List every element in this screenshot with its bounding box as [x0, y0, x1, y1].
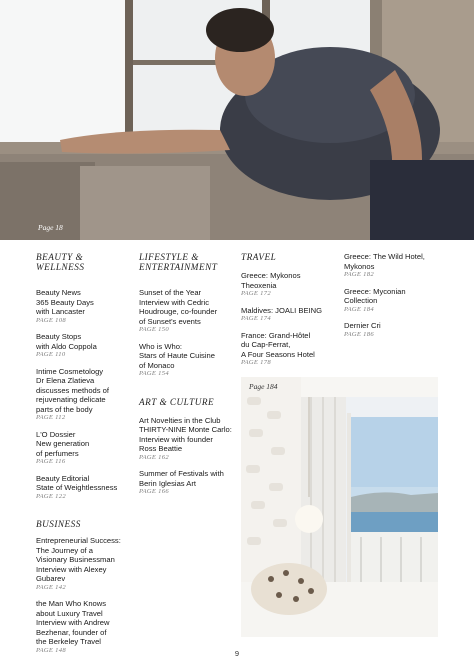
toc-entry-title: Greece: The Wild Hotel, Mykonos	[344, 252, 425, 271]
toc-entry-page: PAGE 108	[36, 316, 66, 324]
toc-entry-title: Sunset of the Year Interview with Cedric Houdrouge, co-founder of Sunset's events	[139, 288, 218, 326]
toc-entry-page: PAGE 112	[36, 414, 66, 421]
toc-entry-page: PAGE 122	[36, 492, 66, 500]
toc-entry-page: PAGE 186	[344, 330, 374, 338]
toc-entry[interactable]	[36, 536, 128, 592]
toc-entry-title: Summer of Festivals with Berin Iglesias Art	[139, 469, 224, 488]
toc-entry[interactable]	[241, 271, 337, 299]
toc-entry[interactable]	[344, 321, 444, 339]
toc-entry[interactable]	[241, 331, 337, 368]
toc-entry-title: Beauty News 365 Beauty Days with Lancaster	[36, 288, 94, 316]
toc-entry-title: Art Novelties in the Club THIRTY-NINE Monte Carlo: Interview with founder Ross Beattie	[139, 415, 232, 453]
toc-entry-title: Intime Cosmetology Dr Elena Zlatieva discusses methods of rejuvenating delicate parts of the body	[36, 366, 110, 414]
toc-entry-page: PAGE 150	[139, 326, 169, 333]
section-heading-business: BUSINESS	[36, 519, 81, 529]
toc-entry-page: PAGE 110	[36, 351, 66, 358]
toc-entry[interactable]	[36, 332, 128, 360]
section-heading-art-culture: ART & CULTURE	[139, 396, 215, 407]
toc-entry-title: the Man Who Knows about Luxury Travel Interview with Andrew Bezhenar, founder of the Berkeley Travel	[36, 599, 110, 646]
toc-entry[interactable]	[344, 252, 444, 280]
toc-entry[interactable]	[344, 287, 444, 315]
toc-entry-title: France: Grand-Hôtel du Cap-Ferrat, A Four Seasons Hotel	[241, 330, 315, 359]
toc-entry-title: Dernier Cri	[344, 321, 381, 330]
room-illustration	[241, 377, 438, 637]
toc-entry-title: Greece: Mykonos Theoxenia	[241, 271, 301, 290]
toc-entry-title: Maldives: JOALI BEING	[241, 305, 323, 315]
toc-entry[interactable]	[241, 306, 337, 324]
toc-entry[interactable]	[139, 416, 235, 463]
toc-entry-title: Greece: Myconian Collection	[344, 286, 406, 305]
toc-entry-title: L'O Dossier New generation of perfumers	[36, 429, 90, 458]
toc-entry-title: Beauty Editorial State of Weightlessness	[36, 473, 118, 492]
hero-photo	[0, 0, 474, 240]
column-beauty-business	[36, 252, 128, 655]
hero-page-number: Page 18	[38, 223, 63, 232]
toc-entry-page: PAGE 178	[241, 359, 271, 366]
toc-entry[interactable]	[36, 367, 128, 423]
toc-entry[interactable]	[139, 469, 235, 497]
section-heading-beauty-wellness: BEAUTY & WELLNESS	[36, 252, 85, 272]
section-heading-lifestyle-entertainment: LIFESTYLE & ENTERTAINMENT	[139, 252, 218, 272]
section-heading-travel: TRAVEL	[241, 252, 277, 262]
toc-entry-page: PAGE 162	[139, 453, 169, 461]
toc-entry-page: PAGE 184	[344, 305, 374, 313]
column-travel	[241, 252, 337, 368]
toc-entry-page: PAGE 142	[36, 583, 66, 591]
toc-entry[interactable]	[36, 430, 128, 467]
room-photo	[241, 377, 438, 637]
toc-entry-page: PAGE 182	[344, 271, 374, 278]
toc-entry-page: PAGE 172	[241, 290, 271, 297]
hero-illustration	[0, 0, 474, 240]
toc-entry[interactable]	[36, 474, 128, 502]
toc-entry[interactable]	[139, 288, 235, 335]
column-travel-continued	[344, 252, 444, 339]
toc-entry[interactable]	[36, 599, 128, 655]
toc-entry[interactable]	[139, 342, 235, 379]
toc-entry-page: PAGE 174	[241, 315, 271, 322]
page-number: 9	[234, 649, 240, 658]
toc-entry[interactable]	[36, 288, 128, 325]
toc-entry-page: PAGE 116	[36, 458, 66, 465]
column-lifestyle-art	[139, 252, 235, 497]
toc-entry-title: Beauty Stops with Aldo Coppola	[36, 332, 97, 351]
toc-entry-page: PAGE 154	[139, 370, 169, 377]
toc-entry-title: Entrepreneurial Success: The Journey of a Visionary Businessman Interview with Alexey Gubarev	[36, 536, 121, 583]
toc-entry-title: Who is Who: Stars of Haute Cuisine of Monaco	[139, 341, 215, 370]
room-page-number: Page 184	[249, 382, 278, 391]
toc-entry-page: PAGE 148	[36, 646, 66, 654]
toc-entry-page: PAGE 166	[139, 488, 169, 495]
